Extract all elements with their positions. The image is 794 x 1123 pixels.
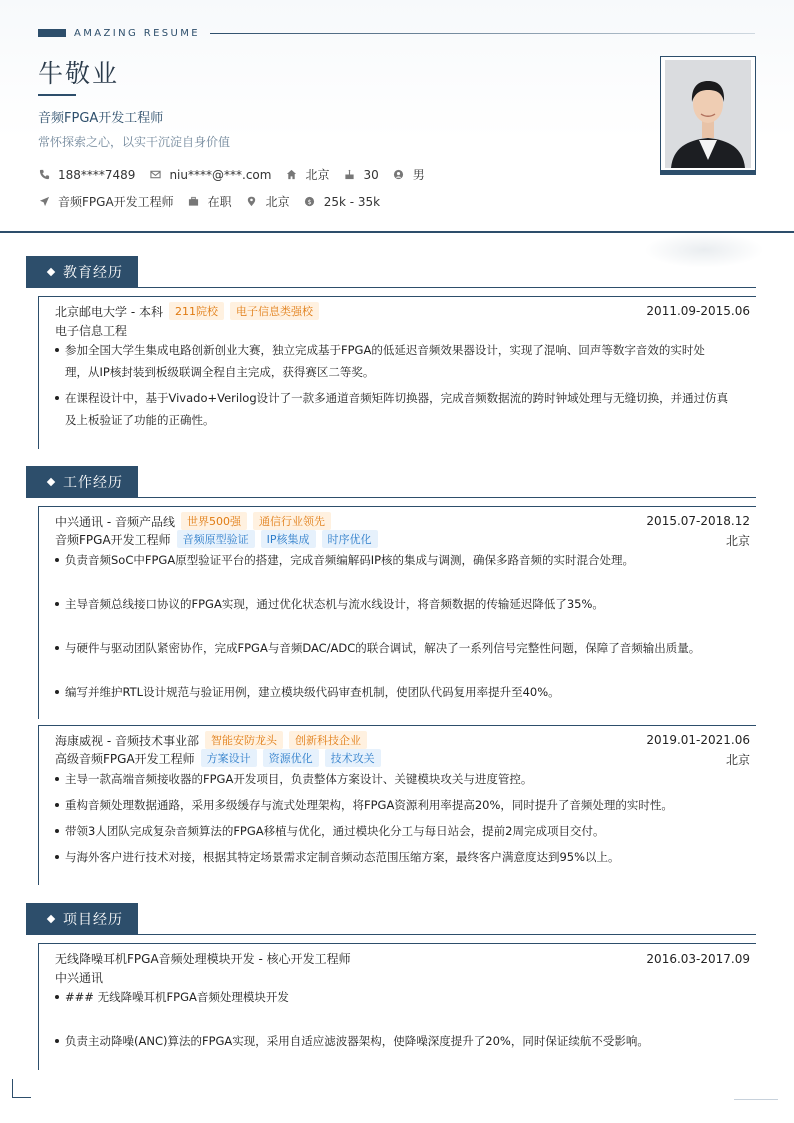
bullet-dot: [55, 855, 59, 859]
project-org: 中兴通讯: [55, 971, 104, 985]
salary-text: 25k - 35k: [323, 194, 381, 209]
project-bullet: [55, 1030, 745, 1052]
send-icon: [38, 196, 50, 208]
skill-tag: 时序优化: [322, 530, 378, 548]
profile-photo-frame: [660, 56, 756, 175]
phone-item: [38, 168, 135, 182]
bullet-dot: [55, 348, 59, 352]
education-major: 电子信息工程: [55, 324, 128, 338]
diamond-icon: [47, 268, 55, 276]
school-tag: 电子信息类强校: [230, 302, 319, 320]
bullet-dot: [55, 690, 59, 694]
motto: 常怀探索之心，以实干沉淀自身价值: [38, 135, 231, 149]
city-text: 北京: [305, 168, 330, 182]
bullet-line: 在课程设计中，基于Vivado+Verilog设计了一款多通道音频矩阵切换器，完成音频数据流的跨时钟域处理与无缝切换，并通过仿真: [65, 391, 729, 405]
diamond-icon: [47, 915, 55, 923]
work-bullet: [55, 637, 745, 659]
skill-tag: 音频原型验证: [177, 530, 255, 548]
decorative-shadow: [644, 232, 764, 268]
bullet-line: 参加全国大学生集成电路创新创业大赛，独立完成基于FPGA的低延迟音频效果器设计，实现了混响、回声等数字音效的实时处: [65, 343, 705, 357]
skill-tag: 技术攻关: [325, 749, 381, 767]
bullet-dot: [55, 1039, 59, 1043]
entry-vbar: [38, 943, 39, 1070]
bullet-line: 理，从IP核封装到板级联调全程自主完成，获得赛区二等奖。: [65, 365, 375, 379]
entry-rule: [38, 506, 756, 507]
skill-tag: 方案设计: [201, 749, 257, 767]
tagline-rule: [210, 33, 755, 34]
gender-item: [393, 166, 425, 183]
section-work-label: 工作经历: [63, 475, 123, 491]
company-name: 中兴通讯 - 音频产品线: [55, 514, 175, 529]
company-tag: 通信行业领先: [253, 512, 331, 530]
skill-tag: 资源优化: [263, 749, 319, 767]
section-education-label: 教育经历: [63, 265, 123, 281]
work-role: [55, 530, 378, 548]
profile-photo: [665, 60, 751, 168]
intent-city-text: 北京: [265, 195, 290, 209]
entry-rule: [38, 725, 756, 726]
entry-vbar: [38, 506, 39, 719]
section-rule: [138, 497, 756, 498]
diamond-icon: [47, 478, 55, 486]
education-bullet: [55, 339, 745, 383]
work-company: [55, 512, 331, 530]
work-role: [55, 749, 381, 767]
work-location: 北京: [725, 753, 750, 767]
work-bullet: [55, 593, 745, 615]
bullet-text: 与海外客户进行技术对接，根据其特定场景需求定制音频动态范围压缩方案，最终客户满意度达到95%以上。: [65, 850, 620, 864]
status-text: 在职: [207, 195, 232, 209]
education-school: [55, 302, 319, 320]
work-bullet: [55, 820, 745, 842]
company-tag: 世界500强: [181, 512, 247, 530]
header-divider: [0, 231, 794, 233]
name-underline: [38, 94, 76, 96]
bullet-text: 带领3人团队完成复杂音频算法的FPGA移植与优化，通过模块化分工与每日站会，提前2周完成项目交付。: [65, 824, 605, 838]
section-work-heading: [26, 466, 138, 498]
intent-row: [38, 193, 394, 210]
work-date: 2015.07-2018.12: [646, 514, 750, 528]
bullet-line: 及上板验证了功能的正确性。: [65, 413, 215, 427]
project-date: 2016.03-2017.09: [646, 952, 750, 966]
location-pin-icon: [246, 196, 258, 208]
city-item: [285, 166, 329, 183]
skill-tag: IP核集成: [261, 530, 316, 548]
work-bullet: [55, 549, 745, 571]
intent-city-item: [246, 193, 290, 210]
role-name: 高级音频FPGA开发工程师: [55, 751, 195, 766]
bullet-text: 编写并维护RTL设计规范与验证用例，建立模块级代码审查机制，使团队代码复用率提升至40%。: [65, 685, 560, 699]
salary-item: [304, 195, 380, 209]
section-project-heading: [26, 903, 138, 935]
work-company: [55, 731, 367, 749]
home-icon: [285, 169, 297, 181]
gender-icon: [393, 169, 405, 181]
bullet-text: 与硬件与驱动团队紧密协作，完成FPGA与音频DAC/ADC的联合调试，解决了一系列信号完整性问题，保障了音频输出质量。: [65, 641, 701, 655]
cake-icon: [343, 169, 355, 181]
mail-icon: [149, 169, 161, 181]
entry-vbar: [38, 296, 39, 449]
bullet-dot: [55, 396, 59, 400]
status-item: [188, 193, 232, 210]
entry-rule: [38, 943, 756, 944]
section-rule: [138, 287, 756, 288]
role-name: 音频FPGA开发工程师: [55, 532, 171, 547]
candidate-name: 牛敬业: [38, 59, 120, 88]
section-rule: [138, 934, 756, 935]
age-text: 30: [363, 167, 379, 182]
money-icon: [304, 196, 316, 208]
page-corner-rule: [734, 1099, 778, 1100]
tagline-text: AMAZING RESUME: [74, 27, 200, 39]
entry-rule: [38, 296, 756, 297]
email-item: [149, 168, 271, 182]
contact-row: [38, 166, 439, 183]
company-tag: 智能安防龙头: [205, 731, 283, 749]
section-project-label: 项目经历: [63, 912, 123, 928]
bullet-dot: [55, 558, 59, 562]
bullet-text: 主导一款高端音频接收器的FPGA开发项目，负责整体方案设计、关键模块攻关与进度管控。: [65, 772, 533, 786]
bullet-dot: [55, 995, 59, 999]
tagline: [38, 26, 200, 40]
bullet-text: 负责主动降噪(ANC)算法的FPGA实现，采用自适应滤波器架构，使降噪深度提升了20%，同时保证续航不受影响。: [65, 1034, 649, 1048]
company-name: 海康威视 - 音频技术事业部: [55, 733, 199, 748]
work-bullet: [55, 846, 745, 868]
age-item: [343, 168, 378, 182]
tagline-bar: [38, 29, 66, 37]
page-corner-mark: [12, 1079, 31, 1098]
bullet-text: 主导音频总线接口协议的FPGA实现，通过优化状态机与流水线设计，将音频数据的传输延迟降低了35%。: [65, 597, 604, 611]
email-text: niu****@***.com: [169, 167, 272, 182]
work-bullet: [55, 794, 745, 816]
intent-position-item: [38, 193, 174, 210]
work-location: 北京: [725, 534, 750, 548]
education-bullet: [55, 387, 745, 431]
job-title: 音频FPGA开发工程师: [38, 111, 164, 126]
work-bullet: [55, 768, 745, 790]
bullet-dot: [55, 777, 59, 781]
entry-vbar: [38, 725, 39, 885]
bullet-text: ### 无线降噪耳机FPGA音频处理模块开发: [65, 990, 289, 1004]
company-tag: 创新科技企业: [289, 731, 367, 749]
project-name: 无线降噪耳机FPGA音频处理模块开发 - 核心开发工程师: [55, 952, 351, 966]
bullet-dot: [55, 602, 59, 606]
section-education-heading: [26, 256, 138, 288]
phone-icon: [38, 169, 50, 181]
intent-position-text: 音频FPGA开发工程师: [58, 195, 174, 209]
bullet-dot: [55, 646, 59, 650]
work-bullet: [55, 681, 745, 703]
work-date: 2019.01-2021.06: [646, 733, 750, 747]
bullet-dot: [55, 803, 59, 807]
school-tag: 211院校: [169, 302, 224, 320]
bullet-text: 负责音频SoC中FPGA原型验证平台的搭建，完成音频编解码IP核的集成与调测，确保多路音频的实时混合处理。: [65, 553, 635, 567]
photo-accent-bar: [660, 170, 756, 174]
phone-text: 188****7489: [58, 167, 136, 182]
bullet-text: 重构音频处理数据通路，采用多级缓存与流式处理架构，将FPGA资源利用率提高20%，同时提升了音频处理的实时性。: [65, 798, 673, 812]
gender-text: 男: [412, 168, 425, 182]
education-date: 2011.09-2015.06: [646, 304, 750, 318]
svg-text:$: $: [307, 197, 312, 206]
project-bullet: [55, 986, 745, 1008]
briefcase-icon: [188, 196, 200, 208]
school-name: 北京邮电大学 - 本科: [55, 304, 163, 319]
bullet-dot: [55, 829, 59, 833]
